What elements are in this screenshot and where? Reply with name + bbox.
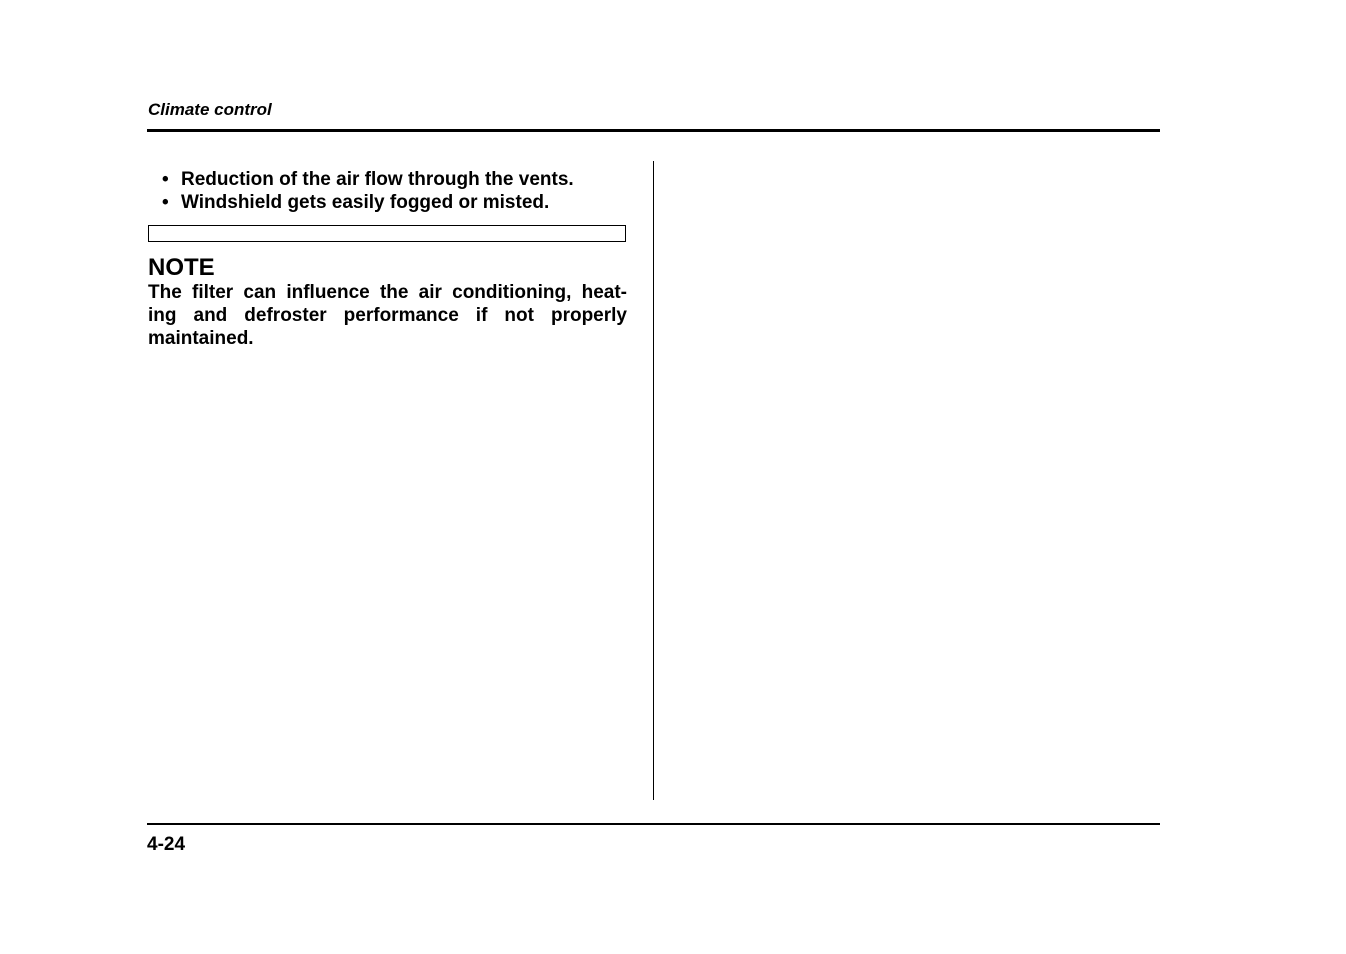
- page-number: 4-24: [147, 834, 186, 855]
- note-heading: NOTE: [148, 254, 215, 281]
- column-divider: [653, 161, 654, 800]
- bullet-icon: •: [162, 169, 169, 190]
- footer-rule: [147, 823, 1160, 825]
- header-rule: [147, 129, 1160, 132]
- note-line: maintained.: [148, 328, 254, 349]
- bullet-list: [148, 168, 628, 214]
- left-column: [148, 168, 628, 350]
- list-item: [148, 191, 628, 214]
- note-line: The filter can influence the air conditioning, heat-: [148, 282, 627, 303]
- bullet-text: Windshield gets easily fogged or misted.: [181, 192, 550, 213]
- bullet-icon: •: [162, 192, 169, 213]
- note-line: ing and defroster performance if not properly: [148, 305, 627, 326]
- bullet-text: Reduction of the air flow through the vents.: [181, 169, 574, 190]
- section-title: Climate control: [148, 100, 272, 119]
- empty-frame: [148, 225, 626, 242]
- list-item: [148, 168, 628, 191]
- note-body: [148, 281, 627, 350]
